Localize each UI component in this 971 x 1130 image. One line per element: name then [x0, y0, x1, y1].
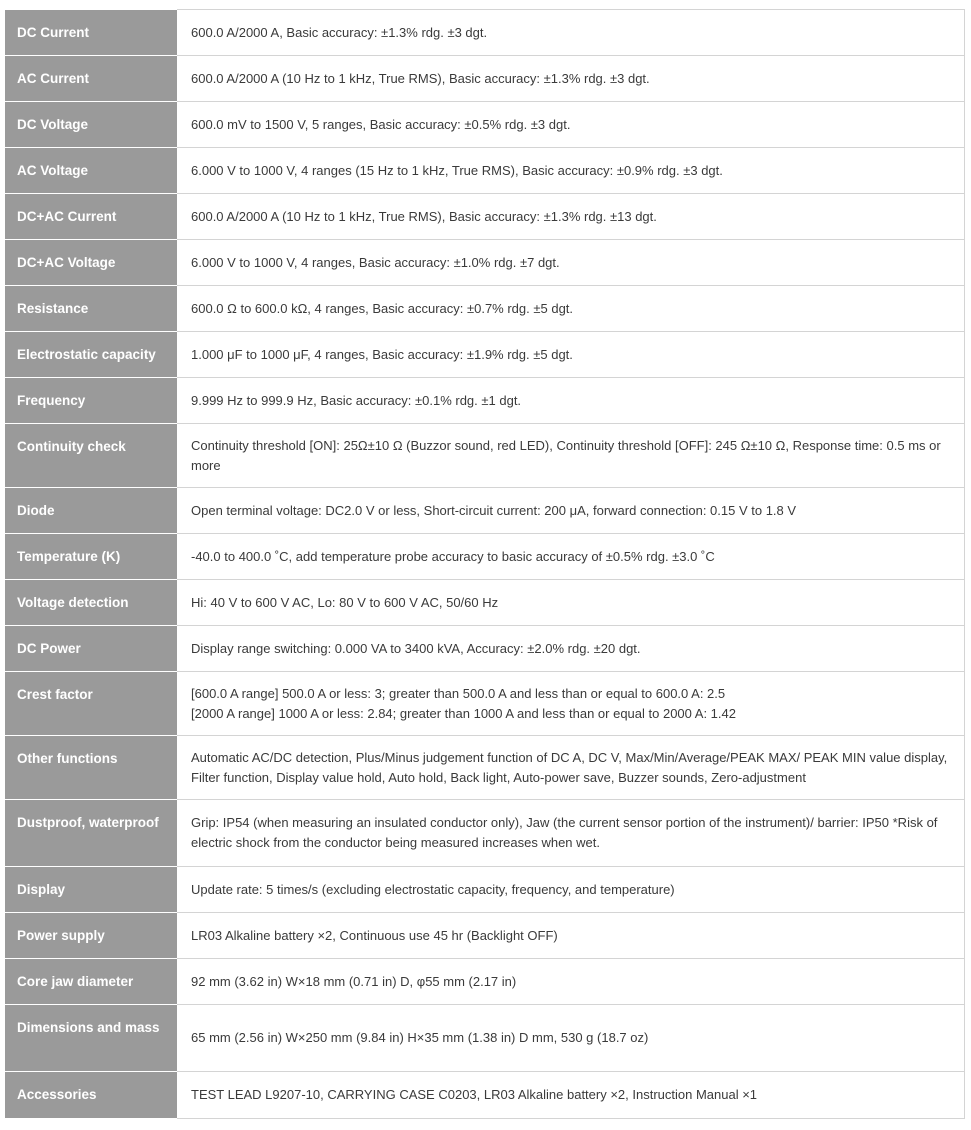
spec-label-cell — [5, 240, 177, 286]
spec-label-cell — [5, 102, 177, 148]
spec-value-cell — [177, 672, 965, 736]
spec-row — [5, 534, 965, 580]
specifications-body — [5, 10, 965, 1119]
spec-row — [5, 286, 965, 332]
spec-value-cell — [177, 102, 965, 148]
spec-label-cell — [5, 286, 177, 332]
spec-row — [5, 1072, 965, 1119]
spec-row — [5, 10, 965, 56]
spec-label-cell — [5, 424, 177, 488]
spec-label-cell — [5, 800, 177, 867]
spec-value-line: -40.0 to 400.0 ˚C, add temperature probe accuracy to basic accuracy of ±0.5% rdg. ±3.0 ˚C — [191, 548, 715, 564]
spec-label-cell — [5, 1005, 177, 1072]
spec-value-line: 600.0 A/2000 A (10 Hz to 1 kHz, True RMS), Basic accuracy: ±1.3% rdg. ±3 dgt. — [191, 70, 650, 86]
spec-row — [5, 240, 965, 286]
spec-label-cell — [5, 867, 177, 913]
spec-label: Electrostatic capacity — [17, 347, 156, 362]
spec-value-line: 6.000 V to 1000 V, 4 ranges (15 Hz to 1 kHz, True RMS), Basic accuracy: ±0.9% rdg. ±3 dgt. — [191, 162, 723, 178]
spec-label: Voltage detection — [17, 595, 129, 610]
spec-label-cell — [5, 56, 177, 102]
spec-label-cell — [5, 672, 177, 736]
spec-row — [5, 194, 965, 240]
spec-row — [5, 148, 965, 194]
spec-value-line: [2000 A range] 1000 A or less: 2.84; greater than 1000 A and less than or equal to 2000 A: 1.42 — [191, 705, 736, 721]
spec-row — [5, 867, 965, 913]
spec-label: Frequency — [17, 393, 86, 408]
spec-value-line: 1.000 μF to 1000 μF, 4 ranges, Basic accuracy: ±1.9% rdg. ±5 dgt. — [191, 346, 573, 362]
spec-label: Display — [17, 882, 66, 897]
spec-label: DC Voltage — [17, 117, 89, 132]
spec-value-line: 600.0 A/2000 A (10 Hz to 1 kHz, True RMS), Basic accuracy: ±1.3% rdg. ±13 dgt. — [191, 208, 657, 224]
spec-label-cell — [5, 488, 177, 534]
spec-value-line: LR03 Alkaline battery ×2, Continuous use 45 hr (Backlight OFF) — [191, 927, 558, 943]
spec-label-cell — [5, 378, 177, 424]
spec-label: Accessories — [17, 1087, 97, 1102]
spec-label: DC+AC Current — [17, 209, 117, 224]
spec-value-line: Update rate: 5 times/s (excluding electrostatic capacity, frequency, and temperature) — [191, 881, 675, 897]
spec-value-line: Automatic AC/DC detection, Plus/Minus judgement function of DC A, DC V, Max/Min/Average/PEAK MAX/ PEAK MIN value display, Filter function, Display value hold, Auto hold, Back light, Auto-power save, Buzzer sounds, Zero-adjustment — [191, 749, 948, 785]
specifications-table — [5, 9, 965, 1119]
spec-label: Power supply — [17, 928, 105, 943]
spec-value-cell — [177, 332, 965, 378]
spec-value-cell — [177, 736, 965, 800]
spec-value-cell — [177, 959, 965, 1005]
spec-value-cell — [177, 580, 965, 626]
spec-label: DC Current — [17, 25, 90, 40]
spec-row — [5, 56, 965, 102]
spec-value-line: TEST LEAD L9207-10, CARRYING CASE C0203, LR03 Alkaline battery ×2, Instruction Manual ×1 — [191, 1087, 758, 1102]
spec-row — [5, 959, 965, 1005]
spec-row — [5, 332, 965, 378]
spec-row — [5, 913, 965, 959]
spec-value-cell — [177, 488, 965, 534]
spec-row — [5, 672, 965, 736]
spec-label: DC+AC Voltage — [17, 255, 116, 270]
spec-value-cell — [177, 1005, 965, 1072]
spec-value-cell — [177, 800, 965, 867]
spec-label: Core jaw diameter — [17, 974, 134, 989]
spec-value-cell — [177, 286, 965, 332]
spec-label-cell — [5, 736, 177, 800]
spec-label: Diode — [17, 503, 55, 518]
spec-label-cell — [5, 580, 177, 626]
spec-label: Temperature (K) — [17, 549, 121, 564]
spec-value-line: Hi: 40 V to 600 V AC, Lo: 80 V to 600 V AC, 50/60 Hz — [191, 594, 499, 610]
spec-value-line: [600.0 A range] 500.0 A or less: 3; greater than 500.0 A and less than or equal to 600.0 A: 2.5 — [191, 685, 726, 701]
spec-label-cell — [5, 10, 177, 56]
spec-value-cell — [177, 913, 965, 959]
spec-value-line: Open terminal voltage: DC2.0 V or less, Short-circuit current: 200 μA, forward connection: 0.15 V to 1.8 V — [191, 502, 797, 518]
spec-label-cell — [5, 194, 177, 240]
spec-row — [5, 1005, 965, 1072]
spec-label-cell — [5, 959, 177, 1005]
spec-value-cell — [177, 424, 965, 488]
spec-label: AC Current — [17, 71, 90, 86]
spec-label-cell — [5, 534, 177, 580]
spec-label: Resistance — [17, 301, 89, 316]
spec-label-cell — [5, 913, 177, 959]
spec-label: DC Power — [17, 641, 81, 656]
spec-value-cell — [177, 867, 965, 913]
spec-row — [5, 800, 965, 867]
spec-value-line: 600.0 Ω to 600.0 kΩ, 4 ranges, Basic accuracy: ±0.7% rdg. ±5 dgt. — [191, 300, 574, 316]
spec-value-line: Grip: IP54 (when measuring an insulated conductor only), Jaw (the current sensor portion of the instrument)/ barrier: IP50 *Risk of electric shock from the conductor being measured increases when wet. — [191, 815, 938, 850]
spec-label: Continuity check — [17, 439, 126, 454]
spec-value-cell — [177, 378, 965, 424]
spec-value-line: Continuity threshold [ON]: 25Ω±10 Ω (Buzzor sound, red LED), Continuity threshold [OFF]: 245 Ω±10 Ω, Response time: 0.5 ms or more — [191, 437, 941, 473]
spec-row — [5, 488, 965, 534]
spec-value-cell — [177, 240, 965, 286]
spec-label: Dimensions and mass — [17, 1020, 160, 1035]
spec-value-line: 6.000 V to 1000 V, 4 ranges, Basic accuracy: ±1.0% rdg. ±7 dgt. — [191, 254, 560, 270]
spec-label-cell — [5, 1072, 177, 1119]
spec-value-cell — [177, 10, 965, 56]
spec-value-line: 9.999 Hz to 999.9 Hz, Basic accuracy: ±0.1% rdg. ±1 dgt. — [191, 392, 522, 408]
spec-value-line: Display range switching: 0.000 VA to 3400 kVA, Accuracy: ±2.0% rdg. ±20 dgt. — [191, 640, 641, 656]
spec-label: Dustproof, waterproof — [17, 815, 159, 830]
spec-value-cell — [177, 626, 965, 672]
spec-value-line: 65 mm (2.56 in) W×250 mm (9.84 in) H×35 mm (1.38 in) D mm, 530 g (18.7 oz) — [191, 1030, 649, 1045]
spec-label: Crest factor — [17, 687, 93, 702]
spec-label-cell — [5, 332, 177, 378]
spec-value-cell — [177, 194, 965, 240]
spec-row — [5, 424, 965, 488]
spec-value-cell — [177, 1072, 965, 1119]
spec-row — [5, 626, 965, 672]
spec-value-cell — [177, 534, 965, 580]
spec-value-line: 600.0 mV to 1500 V, 5 ranges, Basic accuracy: ±0.5% rdg. ±3 dgt. — [191, 116, 571, 132]
spec-value-cell — [177, 56, 965, 102]
spec-label: AC Voltage — [17, 163, 89, 178]
spec-row — [5, 102, 965, 148]
spec-label-cell — [5, 626, 177, 672]
spec-row — [5, 580, 965, 626]
spec-value-line: 600.0 A/2000 A, Basic accuracy: ±1.3% rdg. ±3 dgt. — [191, 24, 488, 40]
spec-label: Other functions — [17, 751, 118, 766]
spec-value-line: 92 mm (3.62 in) W×18 mm (0.71 in) D, φ55 mm (2.17 in) — [191, 973, 517, 989]
spec-row — [5, 378, 965, 424]
spec-label-cell — [5, 148, 177, 194]
spec-value-cell — [177, 148, 965, 194]
spec-row — [5, 736, 965, 800]
